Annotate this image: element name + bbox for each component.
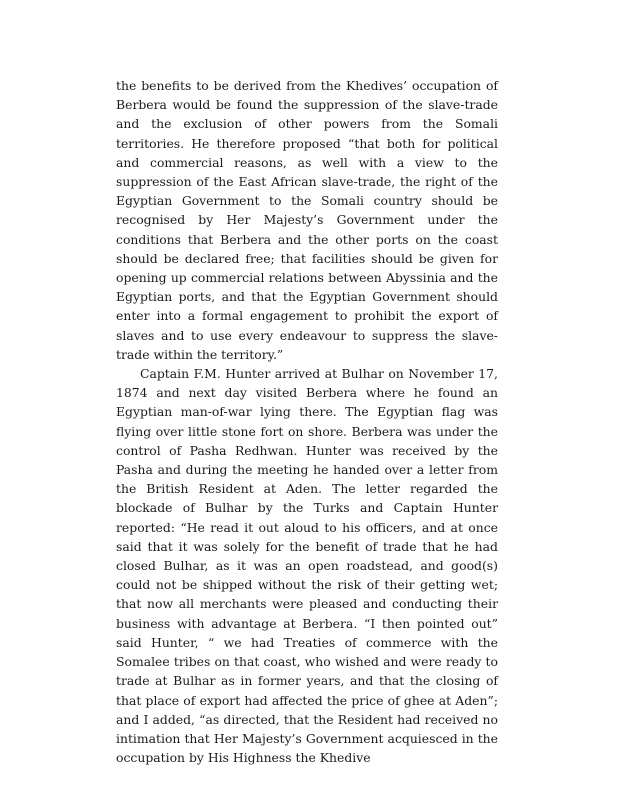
body-text (116, 76, 498, 767)
paragraph-2: Captain F.M. Hunter arrived at Bulhar on November 17, 1874 and next day visited Berbera where he found an Egyptian man-of-war lying there. The Egyptian flag was flying over little stone fort on shore. Berbera was under the control of Pasha Redhwan. Hunter was received by the Pasha and during the meeting he handed over a letter from the British Resident at Aden. The letter regarded the blockade of Bulhar by the Turks and Captain Hunter reported: “He read it out aloud to his officers, and at once said that it was solely for the benefit of trade that he had closed Bulhar, as it was an open roadstead, and good(s) could not be shipped without the risk of their getting wet; that now all merchants were pleased and conducting their business with advantage at Berbera. “I then pointed out” said Hunter, “ we had Treaties of commerce with the Somalee tribes on that coast, who wished and were ready to trade at Bulhar as in former years, and that the closing of that place of export had affected the price of ghee at Aden”; and I added, “as directed, that the Resident had received no intimation that Her Majesty’s Government acquiesced in the occupation by His Highness the Khedive (116, 366, 498, 766)
paragraph-1: the benefits to be derived from the Khedives’ occupation of Berbera would be found the suppression of the slave-trade and the exclusion of other powers from the Somali territories. He therefore proposed “that both for political and commercial reasons, as well with a view to the suppression of the East African slave-trade, the right of the Egyptian Government to the Somali country should be recognised by Her Majesty’s Government under the conditions that Berbera and the other ports on the coast should be declared free; that facilities should be given for opening up commercial relations between Abyssinia and the Egyptian ports, and that the Egyptian Government should enter into a formal engagement to prohibit the export of slaves and to use every endeavour to suppress the slave-trade within the territory.” (116, 78, 498, 362)
